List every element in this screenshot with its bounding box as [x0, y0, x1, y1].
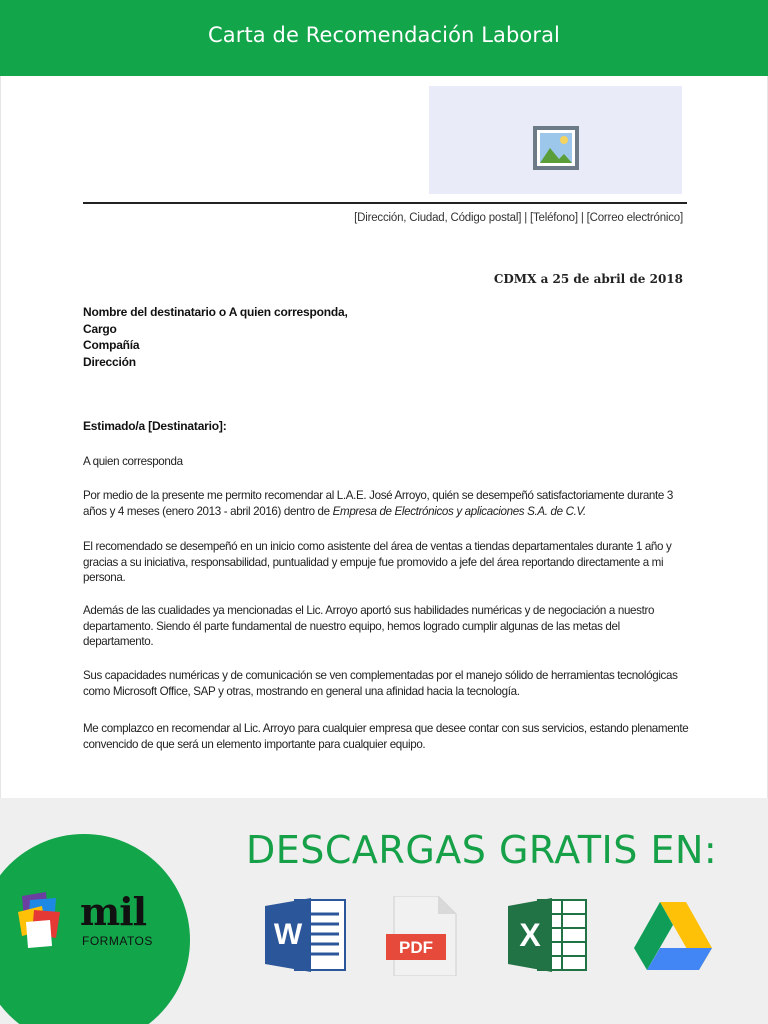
document-title: Carta de Recomendación Laboral — [207, 23, 560, 47]
company-name: Empresa de Electrónicos y aplicaciones S.A. de C.V. — [332, 504, 586, 518]
pdf-icon[interactable] — [386, 896, 458, 976]
letter-date: CDMX a 25 de abril de 2018 — [493, 272, 683, 286]
word-icon[interactable] — [265, 896, 347, 974]
recipient-address[interactable]: Dirección — [83, 354, 136, 369]
word-letter: W — [273, 918, 303, 951]
header-banner — [0, 0, 768, 76]
recipient-block — [83, 304, 348, 370]
image-placeholder-icon — [533, 126, 579, 170]
excel-icon[interactable] — [508, 896, 588, 974]
brand-subtitle: FORMATOS — [82, 934, 153, 948]
brand-word: mil — [80, 889, 147, 934]
download-footer — [0, 798, 768, 1024]
letter-page — [0, 76, 768, 798]
paragraph-5: Me complazco en recomendar al Lic. Arroyo para cualquier empresa que desee contar con sus servicios, estando plenamente convencido de que será un elemento importante para cualquier equipo. — [83, 722, 689, 751]
recipient-name[interactable]: Nombre del destinatario o A quien corresponda, — [83, 305, 348, 319]
paragraph-1 — [83, 488, 689, 519]
recipient-company[interactable]: Compañía — [83, 338, 140, 352]
recipient-position[interactable]: Cargo — [83, 321, 117, 336]
colorful-pages-icon — [16, 890, 76, 950]
milformatos-logo[interactable] — [0, 834, 190, 1024]
salutation[interactable]: Estimado/a [Destinatario]: — [83, 419, 227, 433]
logo-placeholder[interactable] — [429, 86, 682, 194]
paragraph-3: Además de las cualidades ya mencionadas el Lic. Arroyo aportó sus habilidades numéricas y de negociación a nuestro departamento. Siendo él parte fundamental de nuestro equipo, hemos logrado cumplir algunas de las metas del departamento. — [83, 604, 655, 649]
paragraph-4: Sus capacidades numéricas y de comunicación se ven complementadas por el manejo sólido de herramientas tecnológicas como Microsoft Office, SAP y otras, mostrando en general una afinidad hacia la tecnología. — [83, 669, 678, 698]
contact-line[interactable]: [Dirección, Ciudad, Código postal] | [Teléfono] | [Correo electrónico] — [354, 212, 683, 224]
header-rule — [83, 202, 687, 204]
download-title: DESCARGAS GRATIS EN: — [246, 828, 718, 872]
excel-letter: X — [519, 917, 541, 953]
google-drive-icon[interactable] — [634, 902, 712, 974]
greeting-line: A quien corresponda — [83, 455, 183, 468]
pdf-label: PDF — [399, 938, 433, 957]
paragraph-2: El recomendado se desempeñó en un inicio como asistente del área de ventas a tiendas departamentales durante 1 año y gracias a su iniciativa, responsabilidad, puntualidad y empuje fue promovido a jefe del área reportando directamente a mi persona. — [83, 540, 672, 585]
paragraph-1-text: Por medio de la presente me permito recomendar al L.A.E. José Arroyo, quién se desempeñó satisfactoriamente durante 3 años y 4 meses (enero 2013 - abril 2016) dentro de — [83, 489, 673, 518]
